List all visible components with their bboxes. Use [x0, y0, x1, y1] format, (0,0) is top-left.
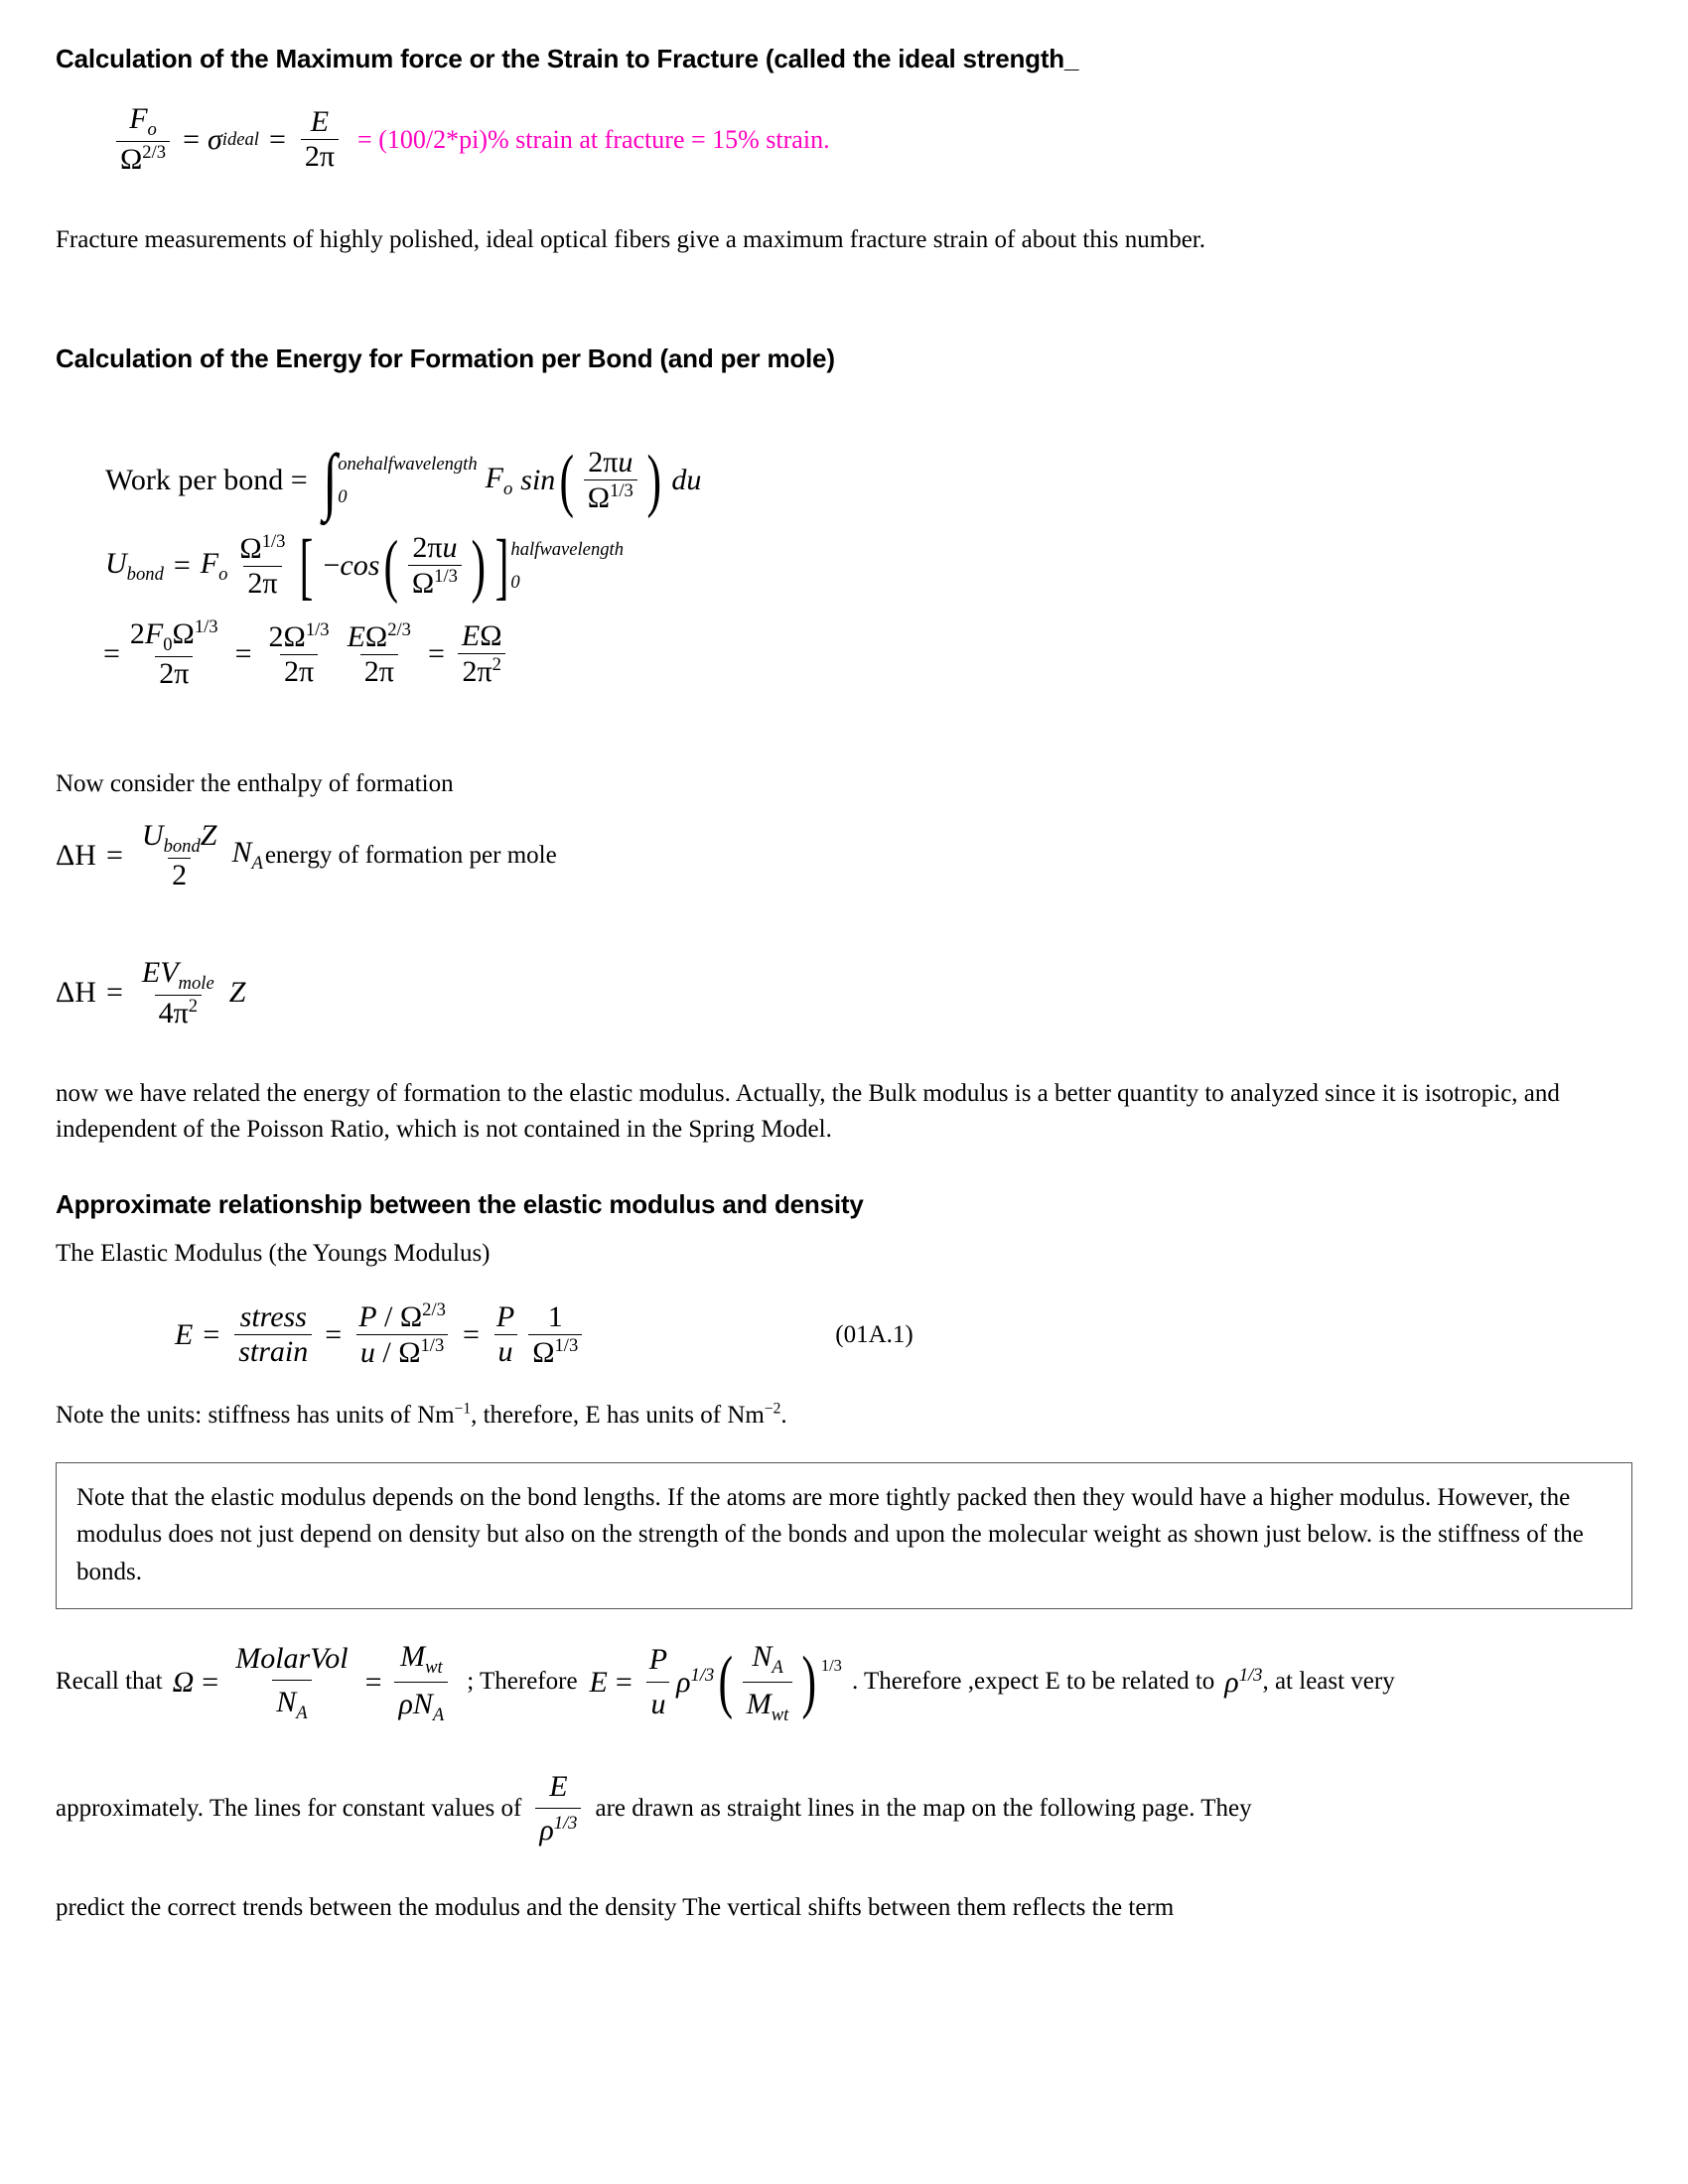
- units-note-end: .: [780, 1402, 787, 1430]
- equation-number: (01A.1): [835, 1320, 914, 1348]
- paren-open-2: (: [383, 527, 399, 606]
- units-exp-2: −2: [764, 1400, 781, 1418]
- exp-2-3: 2/3: [142, 142, 167, 163]
- symbol-U-bond: $U_{bond}$: [105, 546, 164, 585]
- symbol-E-2: E: [175, 1317, 194, 1351]
- paragraph-units-note: [56, 1398, 1632, 1433]
- text-energy-of-formation: energy of formation per mole: [264, 841, 557, 869]
- bracket-open: [: [300, 524, 314, 608]
- symbol-omega: Ω: [120, 143, 143, 176]
- symbol-o: o: [147, 119, 157, 140]
- function-cos: cos: [340, 549, 380, 583]
- equation-elastic-modulus-row: [56, 1299, 1632, 1370]
- bracket-close: ]: [495, 524, 509, 608]
- symbol-delta-H-2: ΔH: [56, 976, 96, 1009]
- section-heading-max-force: Calculation of the Maximum force or the Strain to Fracture (called the ideal strength_: [56, 44, 1079, 73]
- paren-open-3: (: [718, 1643, 734, 1721]
- symbol-F-o-2: $F_o$: [200, 546, 228, 585]
- label-strain: strain: [234, 1334, 312, 1369]
- paragraph-fracture-measurements: Fracture measurements of highly polished, ideal optical fibers give a maximum fracture strain of about this number.: [56, 226, 1206, 253]
- equation-E-rho: E = $\frac{P}{u}$ $\rho^{1/3}$ ( $\frac{N_A}{M_{wt}}$ ) 1/3: [590, 1635, 842, 1729]
- symbol-F-o: $F_o$: [485, 461, 513, 499]
- approx-text-1: approximately. The lines for constant values of: [56, 1794, 522, 1822]
- units-exp-1: −1: [454, 1400, 472, 1418]
- subscript-ideal: ideal: [221, 128, 259, 150]
- differential-du: du: [671, 464, 702, 497]
- label-molarvol: MolarVol: [235, 1641, 349, 1675]
- symbol-E: E: [310, 105, 330, 138]
- paren-close-3: ): [801, 1643, 817, 1721]
- paragraph-bulk-modulus: now we have related the energy of formation to the elastic modulus. Actually, the Bulk modulus is a better quantity to analyzed since it is isotropic, and independent of the Poisson Ratio, which is not contained in the Spring Model.: [56, 1079, 1560, 1143]
- paragraph-elastic-modulus-subtitle: The Elastic Modulus (the Youngs Modulus): [56, 1240, 491, 1267]
- symbol-rho-third: $\rho^{1/3}$: [1224, 1664, 1263, 1699]
- recall-prefix: Recall that: [56, 1668, 163, 1696]
- recall-tail-2: , at least very: [1262, 1668, 1395, 1696]
- note-box-text: Note that the elastic modulus depends on the bond lengths. If the atoms are more tightly packed then they would have a higher modulus. However, the modulus does not just depend on density but also on the strength of the bonds and upon the molecular weight as shown just below. is the stiffness of the bonds.: [76, 1483, 1584, 1585]
- section-heading-modulus-density: Approximate relationship between the elastic modulus and density: [56, 1189, 864, 1219]
- equation-elastic-modulus: E = $\frac{\text{stress}}{\text{strain}}$ = $\frac{P / \Omega^{2/3}}{u / \Omega^{1/3}}$ = $\frac{P}{u}$ $\frac{1}{\Omega^{1/3}}$: [175, 1299, 587, 1370]
- equation-delta-h-2: ΔH = $\frac{EV_{mole}}{4\pi^2}$ Z: [56, 955, 246, 1029]
- bracket-lower-limit: 0: [510, 572, 520, 594]
- symbol-2pi: 2π: [304, 140, 336, 173]
- equation-work-per-bond: Work per bond = ∫ onehalfwavelength 0 $F_o$ sin ( $\frac{2\pi u}{\Omega^{1/3}}$ ) du: [105, 439, 702, 522]
- paragraph-predict-trends: predict the correct trends between the modulus and the density The vertical shifts between them reflects the term: [56, 1893, 1175, 1921]
- pink-annotation: = (100/2*pi)% strain at fracture = 15% strain.: [357, 124, 830, 154]
- note-box: [56, 1462, 1632, 1610]
- fraction-E-over-rho: $\frac{E}{\rho^{1/3}}$: [535, 1765, 581, 1852]
- symbol-N-A: $N_A$: [231, 836, 263, 874]
- equation-omega-molarvol: Ω = $\frac{\text{MolarVol}}{N_A}$ = $\frac{M_{wt}}{\rho N_A}$: [173, 1635, 454, 1729]
- function-sin: sin: [520, 464, 556, 497]
- symbol-delta-H: ΔH: [56, 838, 96, 872]
- equation-u-bond-expansion: = $\frac{2F_0\Omega^{1/3}}{2\pi}$ = $\frac{2\Omega^{1/3}}{2\pi}$ $\frac{E\Omega^{2/3}}{2\pi}$ = $\frac{E\Omega}{2\pi^2}$: [103, 616, 1632, 691]
- bracket-upper-limit: halfwavelength: [510, 538, 624, 560]
- paragraph-approximately: [56, 1765, 1632, 1852]
- symbol-Z: Z: [228, 976, 246, 1009]
- paren-close-2: ): [471, 527, 486, 606]
- approx-text-2: are drawn as straight lines in the map on the following page. They: [595, 1794, 1252, 1822]
- equation-u-bond: $U_{bond}$ = $F_o$ $\frac{\Omega^{1/3}}{2\pi}$ [ −cos ( $\frac{2\pi u}{\Omega^{1/3}}$ ) ] halfwavelength 0: [105, 524, 624, 608]
- equation-delta-h-1: ΔH = $\frac{U_{bond}Z}{2}$ $N_A$ energy of formation per mole: [56, 818, 557, 891]
- recall-tail-1: . Therefore ,expect E to be related to: [851, 1668, 1215, 1696]
- integral-lower-limit: 0: [338, 486, 348, 508]
- symbol-sigma: σ: [207, 122, 222, 156]
- paren-close: ): [646, 442, 661, 520]
- integral-upper-limit: onehalfwavelength: [338, 453, 478, 475]
- section-heading-energy-formation: Calculation of the Energy for Formation per Bond (and per mole): [56, 343, 835, 374]
- units-note-prefix: Note the units: stiffness has units of Nm: [56, 1402, 455, 1430]
- paragraph-recall-omega: [56, 1635, 1632, 1729]
- units-note-middle: , therefore, E has units of Nm: [471, 1402, 765, 1430]
- paragraph-enthalpy-intro: Now consider the enthalpy of formation: [56, 770, 454, 798]
- paren-open: (: [559, 442, 575, 520]
- equation-ideal-strength: $\frac{F_o}{\Omega^{2/3}}$ = σ ideal = $\frac{E}{2\pi}$ = (100/2*pi)% strain at fracture = 15% strain.: [111, 102, 1632, 177]
- label-stress: stress: [239, 1300, 307, 1334]
- integral-sign: ∫: [322, 439, 338, 522]
- label-work-per-bond: Work per bond =: [105, 464, 308, 497]
- symbol-F: F: [129, 102, 148, 135]
- recall-mid: ; Therefore: [467, 1668, 578, 1696]
